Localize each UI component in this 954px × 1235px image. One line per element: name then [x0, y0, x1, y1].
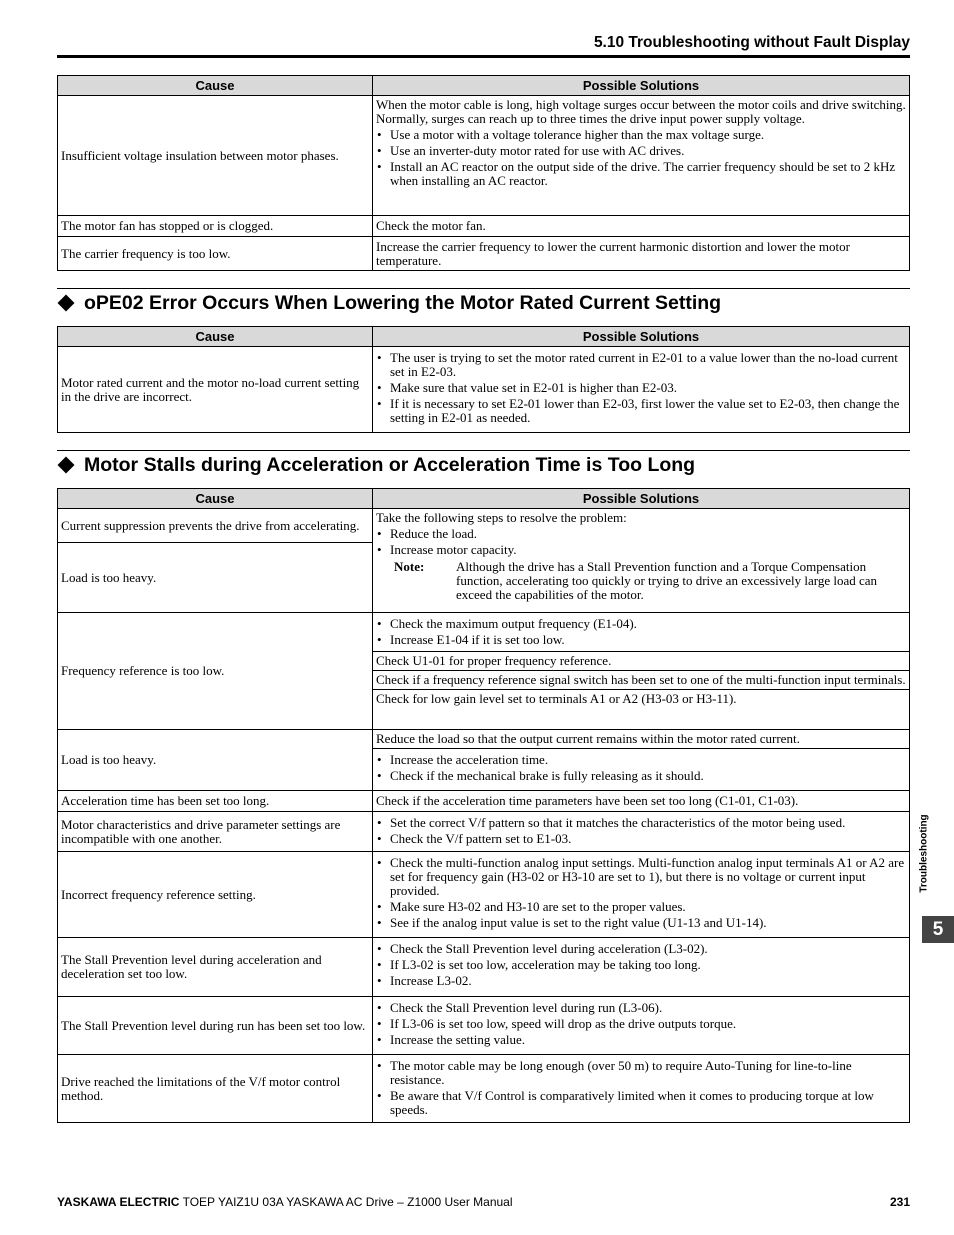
solution-cell	[373, 613, 910, 730]
solution-list	[376, 527, 906, 557]
solution-list	[376, 856, 906, 930]
solution-text: Take the following steps to resolve the problem:	[376, 510, 627, 525]
solution-cell	[373, 1055, 910, 1123]
chapter-side-label: Troubleshooting	[918, 814, 930, 893]
list-item: • Increase E1-04 if it is set too low.	[376, 633, 906, 647]
solution-list	[376, 1059, 906, 1117]
col-header-cause: Cause	[58, 489, 373, 509]
cause-cell: Frequency reference is too low.	[58, 613, 373, 730]
list-item: • The motor cable may be long enough (over 50 m) to require Auto-Tuning for line-to-line resistance.	[376, 1059, 906, 1087]
cause-cell: Insufficient voltage insulation between motor phases.	[58, 96, 373, 216]
section-heading-text: oPE02 Error Occurs When Lowering the Motor Rated Current Setting	[84, 292, 722, 314]
solution-list	[376, 351, 906, 425]
list-item: • Check the V/f pattern set to E1-03.	[376, 832, 906, 846]
header-rule	[57, 55, 910, 58]
page-number: 231	[889, 1195, 910, 1209]
cause-cell: Current suppression prevents the drive from accelerating.	[58, 509, 373, 543]
list-item: • Check if the mechanical brake is fully releasing as it should.	[376, 769, 906, 783]
solution-cell	[373, 852, 910, 938]
section-heading	[57, 292, 721, 315]
solution-text: When the motor cable is long, high voltage surges occur between the motor coils and drive switching.	[376, 97, 906, 112]
col-header-cause: Cause	[58, 76, 373, 96]
list-item: • Use a motor with a voltage tolerance higher than the max voltage surge.	[376, 128, 906, 142]
list-item: • Reduce the load.	[376, 527, 906, 541]
solution-list	[376, 1001, 906, 1047]
solution-list	[376, 128, 906, 188]
table-voltage-insulation	[57, 75, 910, 271]
list-item: • Check the multi-function analog input settings. Multi-function analog input terminals A1 or A2 are set for frequency gain (H3-02 or H3-10 are set to 1), but there is no voltage or current input provided.	[376, 856, 906, 898]
footer-doc-title: TOEP YAIZ1U 03A YASKAWA AC Drive – Z1000 User Manual	[182, 1195, 513, 1209]
list-item: • If it is necessary to set E2-01 lower than E2-03, first lower the value set to E2-03, then change the setting in E2-01 as needed.	[376, 397, 906, 425]
solution-cell	[373, 997, 910, 1055]
solution-cell	[373, 347, 910, 433]
list-item: • Set the correct V/f pattern so that it matches the characteristics of the motor being used.	[376, 816, 906, 830]
chapter-number-tab: 5	[922, 916, 954, 943]
solution-cell: Check the motor fan.	[373, 216, 910, 237]
solution-cell: Check if the acceleration time parameters have been set too long (C1-01, C1-03).	[373, 791, 910, 812]
solution-cell: Increase the carrier frequency to lower the current harmonic distortion and lower the motor temperature.	[373, 237, 910, 271]
list-item: • Install an AC reactor on the output side of the drive. The carrier frequency should be set to 2 kHz when installing an AC reactor.	[376, 160, 906, 188]
diamond-bullet-icon	[58, 294, 75, 311]
list-item: • Be aware that V/f Control is comparatively limited when it comes to producing torque at low speeds.	[376, 1089, 906, 1117]
cause-cell: Load is too heavy.	[58, 730, 373, 791]
list-item: • Increase L3-02.	[376, 974, 906, 988]
list-item: • See if the analog input value is set to the right value (U1-13 and U1-14).	[376, 916, 906, 930]
table-ope02	[57, 326, 910, 433]
table-row	[58, 997, 910, 1055]
table-row	[58, 730, 910, 791]
section-heading	[57, 454, 695, 477]
diamond-bullet-icon	[58, 456, 75, 473]
solution-cell	[373, 812, 910, 852]
page-footer	[57, 1195, 513, 1209]
list-item: • Increase motor capacity.	[376, 543, 906, 557]
solution-cell	[373, 730, 910, 791]
solution-list	[376, 617, 906, 647]
list-item: • The user is trying to set the motor rated current in E2-01 to a value lower than the no-load current set in E2-03.	[376, 351, 906, 379]
solution-text: Check if a frequency reference signal switch has been set to one of the multi-function input terminals.	[373, 670, 909, 689]
cause-cell: Incorrect frequency reference setting.	[58, 852, 373, 938]
table-row	[58, 96, 910, 216]
table-row	[58, 216, 910, 237]
note-label: Note:	[394, 559, 425, 574]
cause-cell: Load is too heavy.	[58, 543, 373, 613]
table-motor-stalls	[57, 488, 910, 1123]
table-row	[58, 791, 910, 812]
col-header-cause: Cause	[58, 327, 373, 347]
list-item: • If L3-02 is set too low, acceleration may be taking too long.	[376, 958, 906, 972]
table-row	[58, 1055, 910, 1123]
list-item: • Make sure that value set in E2-01 is higher than E2-03.	[376, 381, 906, 395]
table-row	[58, 938, 910, 997]
col-header-solutions: Possible Solutions	[373, 489, 910, 509]
col-header-solutions: Possible Solutions	[373, 76, 910, 96]
cause-cell: The Stall Prevention level during run has been set too low.	[58, 997, 373, 1055]
table-row	[58, 852, 910, 938]
cause-cell: The motor fan has stopped or is clogged.	[58, 216, 373, 237]
list-item: • Increase the acceleration time.	[376, 753, 906, 767]
list-item: • Make sure H3-02 and H3-10 are set to the proper values.	[376, 900, 906, 914]
table-row	[58, 613, 910, 730]
solution-list	[376, 753, 906, 783]
solution-text: Reduce the load so that the output current remains within the motor rated current.	[376, 731, 800, 746]
section-rule	[57, 288, 910, 289]
solution-cell	[373, 509, 910, 613]
solution-list	[376, 816, 906, 846]
solution-cell	[373, 96, 910, 216]
page-header-title: 5.10 Troubleshooting without Fault Display	[593, 34, 910, 51]
cause-cell: Motor characteristics and drive parameter settings are incompatible with one another.	[58, 812, 373, 852]
solution-list	[376, 942, 906, 988]
list-item: • Check the Stall Prevention level during run (L3-06).	[376, 1001, 906, 1015]
cause-cell: Drive reached the limitations of the V/f motor control method.	[58, 1055, 373, 1123]
note-text: Although the drive has a Stall Prevention function and a Torque Compensation function, accelerating too quickly or trying to drive an excessively large load can exceed the capabilities of the motor.	[456, 559, 878, 602]
col-header-solutions: Possible Solutions	[373, 327, 910, 347]
list-item: • Check the maximum output frequency (E1-04).	[376, 617, 906, 631]
list-item: • Use an inverter-duty motor rated for use with AC drives.	[376, 144, 906, 158]
cause-cell: Acceleration time has been set too long.	[58, 791, 373, 812]
footer-brand: YASKAWA ELECTRIC	[57, 1195, 180, 1209]
list-item: • If L3-06 is set too low, speed will drop as the drive outputs torque.	[376, 1017, 906, 1031]
table-row	[58, 237, 910, 271]
cause-cell: Motor rated current and the motor no-load current setting in the drive are incorrect.	[58, 347, 373, 433]
table-row	[58, 509, 910, 543]
section-rule	[57, 450, 910, 451]
table-row	[58, 812, 910, 852]
solution-cell	[373, 938, 910, 997]
table-row	[58, 347, 910, 433]
solution-text: Normally, surges can reach up to three times the drive input power supply voltage.	[376, 111, 805, 126]
list-item: • Check the Stall Prevention level during acceleration (L3-02).	[376, 942, 906, 956]
list-item: • Increase the setting value.	[376, 1033, 906, 1047]
section-heading-text: Motor Stalls during Acceleration or Acceleration Time is Too Long	[84, 454, 696, 476]
cause-cell: The Stall Prevention level during acceleration and deceleration set too low.	[58, 938, 373, 997]
solution-text: Check U1-01 for proper frequency reference.	[373, 651, 909, 670]
solution-text: Check for low gain level set to terminals A1 or A2 (H3-03 or H3-11).	[373, 689, 909, 708]
cause-cell: The carrier frequency is too low.	[58, 237, 373, 271]
note	[394, 560, 906, 602]
